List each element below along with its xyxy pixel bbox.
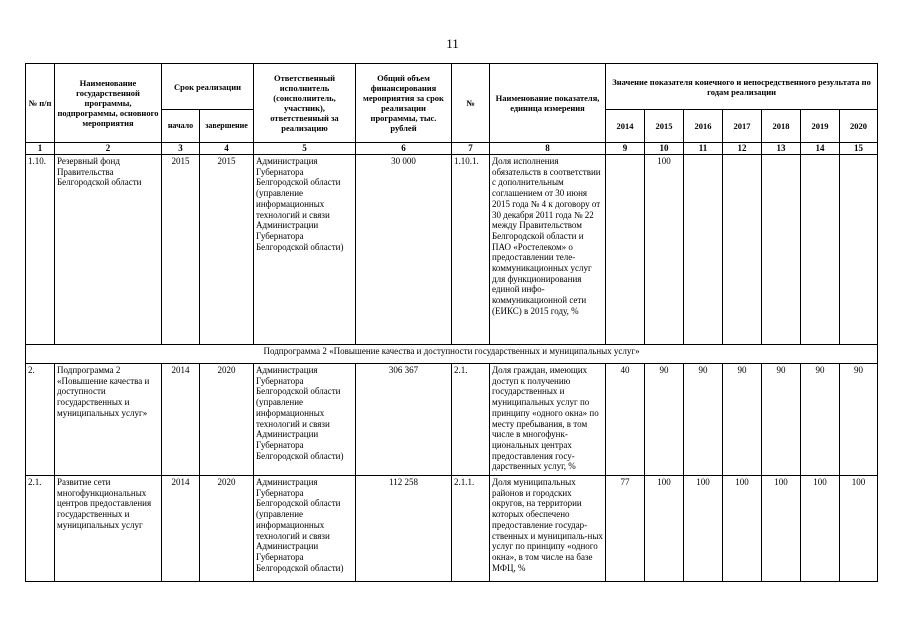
row-value: 90	[840, 364, 878, 476]
row-value	[684, 155, 723, 345]
column-number: 15	[840, 143, 878, 155]
row-value: 100	[723, 476, 762, 582]
header-end: завершение	[200, 110, 254, 143]
column-number: 7	[452, 143, 490, 155]
column-number: 2	[55, 143, 162, 155]
header-name: Наименование государственной программы, подпрограммы, основного мероприятия	[55, 64, 162, 143]
row-value: 90	[801, 364, 840, 476]
header-values-title: Значение показателя конечного и непосредственного результата по годам реализации	[606, 64, 878, 110]
page-number: 11	[446, 36, 459, 51]
row-value	[801, 155, 840, 345]
row-funding: 306 367	[356, 364, 452, 476]
row-value: 100	[684, 476, 723, 582]
row-num: 2.	[26, 364, 55, 476]
column-number: 9	[606, 143, 645, 155]
column-number: 5	[254, 143, 356, 155]
row-value: 90	[684, 364, 723, 476]
header-year: 2020	[840, 110, 878, 143]
header-start: начало	[162, 110, 200, 143]
subprogram-heading-row	[26, 345, 878, 364]
row-indicator: Доля исполнения обязательств в соответствии с дополнительным соглашением от 30 июня 2015 года № 4 к договору от 30 декабря 2011 года № 22 между Правительством Белгородской области и ПАО «Ростелеком» о предоставлении теле-коммуникационных услуг для функционирования единой инфо-коммуникационной сети (ЕИКС) в 2015 году, %	[490, 155, 606, 345]
row-value	[762, 155, 801, 345]
row-name: Развитие сети многофункциональных центров предоставления государственных и муниципальных услуг	[55, 476, 162, 582]
program-table	[25, 63, 878, 582]
header-year: 2015	[645, 110, 684, 143]
row-value: 90	[645, 364, 684, 476]
column-number: 8	[490, 143, 606, 155]
header-year: 2016	[684, 110, 723, 143]
row-value: 100	[840, 476, 878, 582]
row-start: 2014	[162, 364, 200, 476]
row-value: 100	[645, 155, 684, 345]
header-num: № п/п	[26, 64, 55, 143]
row-executor: Администрация Губернатора Белгородской области (управление информационных технологий и связи Администрации Губернатора Белгородской области)	[254, 155, 356, 345]
header-executor: Ответственный исполнитель (соисполнитель, участник), ответственный за реализацию	[254, 64, 356, 143]
row-funding: 30 000	[356, 155, 452, 345]
subprogram-heading: Подпрограмма 2 «Повышение качества и доступности государственных и муниципальных услуг»	[26, 345, 878, 364]
column-number: 13	[762, 143, 801, 155]
row-value: 90	[762, 364, 801, 476]
row-value: 100	[801, 476, 840, 582]
header-year: 2014	[606, 110, 645, 143]
row-indicator-num: 1.10.1.	[452, 155, 490, 345]
row-funding: 112 258	[356, 476, 452, 582]
column-number: 1	[26, 143, 55, 155]
column-number: 4	[200, 143, 254, 155]
header-year: 2019	[801, 110, 840, 143]
table-row	[26, 364, 878, 476]
row-value: 90	[723, 364, 762, 476]
column-number: 14	[801, 143, 840, 155]
row-num: 2.1.	[26, 476, 55, 582]
column-number: 10	[645, 143, 684, 155]
header-period: Срок реализации	[162, 64, 254, 110]
table-row	[26, 155, 878, 345]
row-executor: Администрация Губернатора Белгородской области (управление информационных технологий и связи Администрации Губернатора Белгородской области)	[254, 476, 356, 582]
column-number: 12	[723, 143, 762, 155]
header-year: 2018	[762, 110, 801, 143]
column-number: 6	[356, 143, 452, 155]
row-start: 2015	[162, 155, 200, 345]
row-value	[723, 155, 762, 345]
header-indicator: Наименование показателя, единица измерения	[490, 64, 606, 143]
row-value: 77	[606, 476, 645, 582]
row-name: Подпрограмма 2 «Повышение качества и доступности государственных и муниципальных услуг»	[55, 364, 162, 476]
row-value: 100	[645, 476, 684, 582]
header-funding: Общий объем финансирования мероприятия за срок реализации программы, тыс. рублей	[356, 64, 452, 143]
row-start: 2014	[162, 476, 200, 582]
row-indicator: Доля граждан, имеющих доступ к получению государственных и муниципальных услуг по принципу «одного окна» по месту пребывания, в том числе в многофунк-циональных центрах предоставления госу-дарственных услуг, %	[490, 364, 606, 476]
column-number: 11	[684, 143, 723, 155]
row-indicator-num: 2.1.	[452, 364, 490, 476]
row-name: Резервный фонд Правительства Белгородской области	[55, 155, 162, 345]
header-indicator-num: №	[452, 64, 490, 143]
row-value: 100	[762, 476, 801, 582]
row-indicator: Доля муниципальных районов и городских округов, на территории которых обеспечено предоставление государ-ственных и муниципаль-ных услуг по принципу «одного окна», в том числе на базе МФЦ, %	[490, 476, 606, 582]
row-indicator-num: 2.1.1.	[452, 476, 490, 582]
row-end: 2020	[200, 476, 254, 582]
row-value	[606, 155, 645, 345]
row-end: 2015	[200, 155, 254, 345]
table-row	[26, 476, 878, 582]
column-number: 3	[162, 143, 200, 155]
header-year: 2017	[723, 110, 762, 143]
row-num: 1.10.	[26, 155, 55, 345]
column-number-row	[26, 143, 878, 155]
row-value	[840, 155, 878, 345]
row-value: 40	[606, 364, 645, 476]
row-executor: Администрация Губернатора Белгородской области (управление информационных технологий и связи Администрации Губернатора Белгородской области)	[254, 364, 356, 476]
row-end: 2020	[200, 364, 254, 476]
